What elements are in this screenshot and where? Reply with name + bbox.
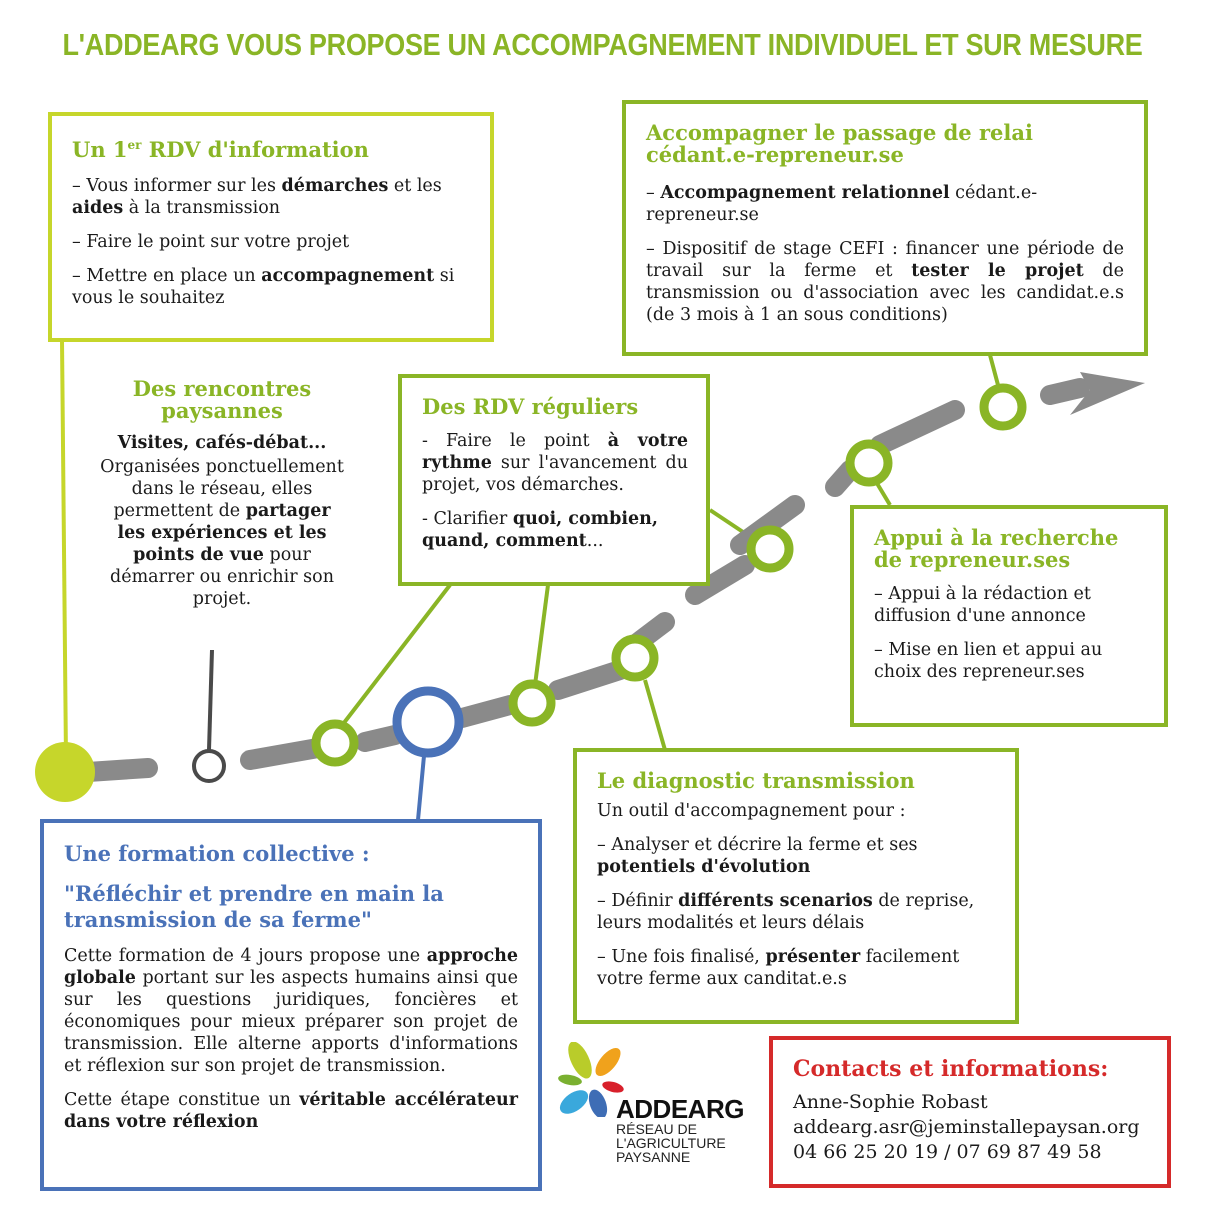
step-diagnostic [573, 748, 1019, 1024]
logo-subtitle: RÉSEAU DE L'AGRICULTURE PAYSANNE [616, 1121, 726, 1165]
paragraph: Cette formation de 4 jours propose une approche globale portant sur les aspects humains ainsi que sur les questions juridiques, foncières et économiques pour mieux préparer son projet de transmission. Elle alterne apports d'informations et réflexion sur son projet de transmission. [64, 946, 518, 1076]
step-passage-relai [622, 100, 1148, 356]
step-body [646, 182, 1124, 326]
list-item: - Clarifier quoi, combien, quand, comment... [422, 509, 658, 551]
contact-name: Anne-Sophie Robast [793, 1091, 988, 1113]
step-title: Une formation collective : [64, 841, 370, 866]
list-item: – Analyser et décrire la ferme et ses potentiels d'évolution [597, 835, 918, 877]
list-item: – Faire le point sur votre projet [72, 232, 350, 252]
step-subtitle: Visites, cafés-débat... [117, 433, 327, 453]
list-item: – Appui à la rédaction et diffusion d'une annonce [874, 584, 1091, 626]
list-item: – Une fois finalisé, présenter facilement votre ferme aux canditat.e.s [597, 947, 960, 989]
connector-passage [990, 355, 998, 385]
list-item: – Vous informer sur les démarches et les aides à la transmission [72, 176, 442, 218]
step-rencontres [92, 378, 352, 610]
step-body [597, 800, 997, 990]
node-passage [984, 388, 1022, 426]
node-rencontres [194, 751, 224, 781]
step-title: Un 1er RDV d'information [72, 137, 369, 162]
track-segment [558, 670, 620, 690]
step-rdv-information [48, 112, 494, 342]
list-item: – Mettre en place un accompagnement si vous le souhaitez [72, 266, 455, 308]
track-segment [88, 768, 148, 772]
contact-phones[interactable]: 04 66 25 20 19 / 07 69 87 49 58 [793, 1141, 1102, 1163]
list-item: – Mise en lien et appui au choix des repreneur.ses [874, 640, 1103, 682]
step-title: Appui à la recherche de repreneur.ses [874, 525, 1119, 572]
step-formation-collective [40, 819, 542, 1191]
node-diagnostic [616, 639, 654, 677]
step-body [422, 430, 688, 552]
step-body: Organisées ponctuellement dans le réseau, elles permettent de partager les expériences et les points de vue pour démarrer ou enrichir son projet. [100, 457, 344, 609]
list-item: Un outil d'accompagnement pour : [597, 801, 906, 821]
track-segment [250, 748, 318, 760]
node-rdv-reguliers-3 [751, 530, 789, 568]
addearg-logo [558, 1042, 748, 1177]
step-rdv-reguliers [398, 374, 710, 586]
step-body [874, 583, 1146, 683]
connector-rdv-reguliers-2 [535, 585, 548, 685]
track-segment [462, 705, 510, 718]
step-title: Accompagner le passage de relai cédant.e-repreneur.se [646, 120, 1033, 167]
step-recherche-repreneurs [850, 505, 1168, 727]
step-title: Des rencontres paysannes [132, 376, 312, 423]
track-segment [1050, 388, 1080, 395]
track-segment [365, 735, 395, 742]
track-segment [880, 410, 955, 445]
contact-email[interactable]: addearg.asr@jeminstallepaysan.org [793, 1116, 1140, 1138]
list-item: – Définir différents scenarios de reprise, leurs modalités et leurs délais [597, 891, 975, 933]
page-title: L'ADDEARG VOUS PROPOSE UN ACCOMPAGNEMENT INDIVIDUEL ET SUR MESURE [62, 28, 1143, 62]
paragraph: Cette étape constitue un véritable accélérateur dans votre réflexion [64, 1090, 518, 1132]
list-item: - Faire le point à votre rythme sur l'avancement du projet, vos démarches. [422, 431, 688, 495]
contact-title: Contacts et informations: [793, 1056, 1109, 1082]
step-body [64, 945, 518, 1133]
node-rdv-reguliers-2 [513, 684, 551, 722]
connector-diagnostic [645, 680, 665, 750]
step-title: Le diagnostic transmission [597, 768, 915, 793]
node-rdv-reguliers-1 [316, 724, 354, 762]
step-body [72, 175, 466, 309]
list-item: – Accompagnement relationnel cédant.e-repreneur.se [646, 183, 1038, 225]
connector-rdv-info [62, 340, 66, 760]
node-start [35, 742, 95, 802]
logo-name: ADDEARG [616, 1094, 744, 1124]
list-item: – Dispositif de stage CEFI : financer une période de travail sur la ferme et tester le projet de transmission ou d'association avec les candidat.e.s (de 3 mois à 1 an sous conditions) [646, 239, 1124, 325]
step-title: Des RDV réguliers [422, 394, 639, 419]
node-formation [397, 691, 459, 753]
contact-box [769, 1036, 1171, 1188]
node-recherche [850, 444, 888, 482]
step-subtitle: "Réfléchir et prendre en main la transmission de sa ferme" [64, 881, 444, 932]
connector-rencontres [209, 650, 212, 750]
